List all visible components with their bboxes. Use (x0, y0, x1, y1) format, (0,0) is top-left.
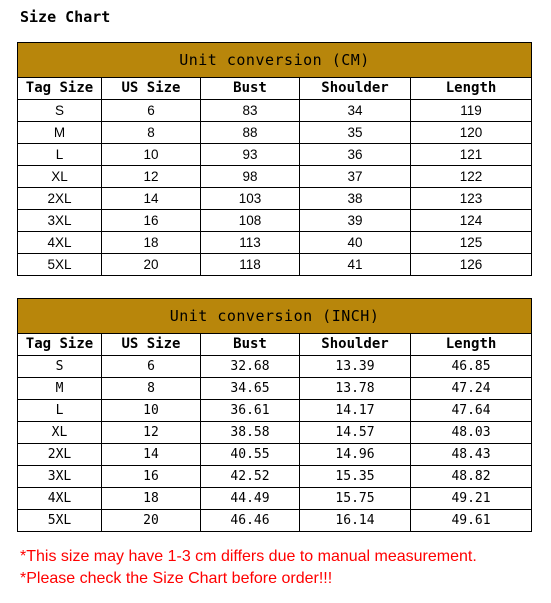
cm-header-row (18, 78, 532, 100)
table-row (18, 422, 532, 444)
cell-bust: 40.55 (201, 444, 300, 466)
cm-size-table (17, 42, 532, 276)
cell-shoulder: 39 (300, 210, 411, 232)
cell-tag-size: XL (18, 422, 102, 444)
cell-us-size: 14 (102, 188, 201, 210)
cell-bust: 44.49 (201, 488, 300, 510)
cell-tag-size: L (18, 144, 102, 166)
cell-tag-size: 5XL (18, 510, 102, 532)
cell-bust: 108 (201, 210, 300, 232)
inch-table-banner: Unit conversion (INCH) (18, 299, 532, 334)
note-check-chart: *Please check the Size Chart before order!!! (20, 570, 333, 587)
table-row (18, 400, 532, 422)
table-row (18, 144, 532, 166)
cell-tag-size: M (18, 122, 102, 144)
cell-tag-size: M (18, 378, 102, 400)
cell-shoulder: 16.14 (300, 510, 411, 532)
table-row (18, 188, 532, 210)
cell-length: 49.61 (411, 510, 532, 532)
cell-length: 126 (411, 254, 532, 276)
cell-bust: 38.58 (201, 422, 300, 444)
cell-us-size: 20 (102, 254, 201, 276)
col-header-us-size: US Size (102, 334, 201, 356)
table-row (18, 210, 532, 232)
cell-us-size: 18 (102, 232, 201, 254)
cell-us-size: 12 (102, 166, 201, 188)
cm-table-body (18, 100, 532, 276)
cell-us-size: 14 (102, 444, 201, 466)
cell-tag-size: 5XL (18, 254, 102, 276)
inch-size-table (17, 298, 532, 532)
cell-bust: 118 (201, 254, 300, 276)
col-header-bust: Bust (201, 334, 300, 356)
cell-shoulder: 34 (300, 100, 411, 122)
cell-length: 124 (411, 210, 532, 232)
cell-shoulder: 14.17 (300, 400, 411, 422)
cell-length: 123 (411, 188, 532, 210)
cell-bust: 32.68 (201, 356, 300, 378)
cell-shoulder: 35 (300, 122, 411, 144)
cell-tag-size: 2XL (18, 444, 102, 466)
cell-shoulder: 38 (300, 188, 411, 210)
cell-shoulder: 36 (300, 144, 411, 166)
table-row (18, 122, 532, 144)
table-row (18, 232, 532, 254)
table-row (18, 254, 532, 276)
note-measurement-warning: *This size may have 1-3 cm differs due to manual measurement. (20, 548, 477, 565)
cell-tag-size: 4XL (18, 232, 102, 254)
cell-tag-size: 3XL (18, 210, 102, 232)
cell-us-size: 18 (102, 488, 201, 510)
cell-length: 48.82 (411, 466, 532, 488)
table-row (18, 166, 532, 188)
table-row (18, 100, 532, 122)
col-header-tag-size: Tag Size (18, 78, 102, 100)
cell-shoulder: 13.78 (300, 378, 411, 400)
cell-us-size: 8 (102, 122, 201, 144)
cell-us-size: 6 (102, 100, 201, 122)
cell-bust: 46.46 (201, 510, 300, 532)
cell-bust: 34.65 (201, 378, 300, 400)
cell-us-size: 10 (102, 144, 201, 166)
cell-us-size: 10 (102, 400, 201, 422)
col-header-shoulder: Shoulder (300, 334, 411, 356)
cell-tag-size: XL (18, 166, 102, 188)
cell-bust: 93 (201, 144, 300, 166)
cell-tag-size: S (18, 356, 102, 378)
inch-table-body (18, 356, 532, 532)
cell-shoulder: 41 (300, 254, 411, 276)
col-header-length: Length (411, 334, 532, 356)
cell-bust: 103 (201, 188, 300, 210)
cell-length: 122 (411, 166, 532, 188)
cell-bust: 36.61 (201, 400, 300, 422)
cell-length: 46.85 (411, 356, 532, 378)
cell-shoulder: 37 (300, 166, 411, 188)
cell-bust: 83 (201, 100, 300, 122)
cell-bust: 88 (201, 122, 300, 144)
col-header-length: Length (411, 78, 532, 100)
cell-us-size: 12 (102, 422, 201, 444)
inch-header-row (18, 334, 532, 356)
cell-shoulder: 13.39 (300, 356, 411, 378)
col-header-us-size: US Size (102, 78, 201, 100)
cell-tag-size: L (18, 400, 102, 422)
table-row (18, 510, 532, 532)
cell-length: 48.43 (411, 444, 532, 466)
cell-length: 119 (411, 100, 532, 122)
cell-us-size: 20 (102, 510, 201, 532)
table-row (18, 444, 532, 466)
cell-length: 49.21 (411, 488, 532, 510)
col-header-shoulder: Shoulder (300, 78, 411, 100)
cell-length: 121 (411, 144, 532, 166)
cell-length: 47.24 (411, 378, 532, 400)
cell-us-size: 16 (102, 210, 201, 232)
cell-bust: 98 (201, 166, 300, 188)
cell-shoulder: 40 (300, 232, 411, 254)
cell-length: 125 (411, 232, 532, 254)
cell-shoulder: 15.75 (300, 488, 411, 510)
table-row (18, 466, 532, 488)
cell-shoulder: 15.35 (300, 466, 411, 488)
cell-length: 48.03 (411, 422, 532, 444)
table-row (18, 378, 532, 400)
cell-us-size: 16 (102, 466, 201, 488)
cell-length: 47.64 (411, 400, 532, 422)
cell-us-size: 6 (102, 356, 201, 378)
cell-shoulder: 14.57 (300, 422, 411, 444)
page-title: Size Chart (20, 8, 111, 26)
cell-tag-size: 2XL (18, 188, 102, 210)
cell-shoulder: 14.96 (300, 444, 411, 466)
cm-table-banner: Unit conversion (CM) (18, 43, 532, 78)
table-row (18, 488, 532, 510)
cell-tag-size: 3XL (18, 466, 102, 488)
cell-us-size: 8 (102, 378, 201, 400)
col-header-tag-size: Tag Size (18, 334, 102, 356)
cell-tag-size: S (18, 100, 102, 122)
cell-bust: 113 (201, 232, 300, 254)
cell-tag-size: 4XL (18, 488, 102, 510)
cell-bust: 42.52 (201, 466, 300, 488)
table-row (18, 356, 532, 378)
cell-length: 120 (411, 122, 532, 144)
col-header-bust: Bust (201, 78, 300, 100)
